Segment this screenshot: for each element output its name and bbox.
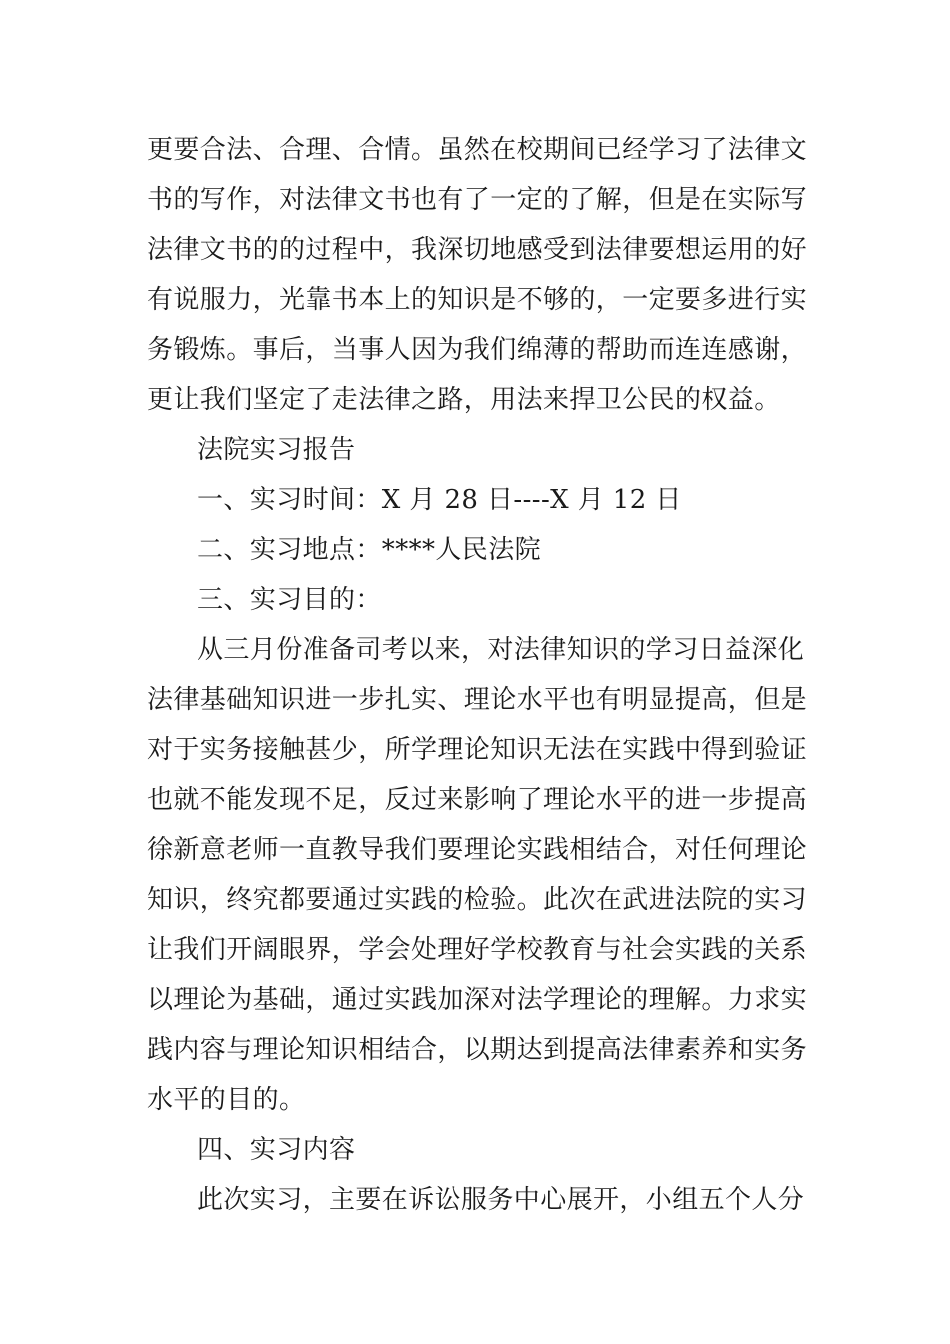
paragraph-line: 水平的目的。 — [147, 1085, 306, 1115]
paragraph-line: 以理论为基础，通过实践加深对法学理论的理解。力求实 — [147, 985, 808, 1015]
paragraph-line: 有说服力，光靠书本上的知识是不够的，一定要多进行实 — [147, 285, 808, 315]
paragraph-line: 法律基础知识进一步扎实、理论水平也有明显提高，但是 — [147, 685, 808, 715]
paragraph-line: 从三月份准备司考以来，对法律知识的学习日益深化 — [197, 635, 805, 665]
section-heading-content: 四、实习内容 — [197, 1135, 356, 1165]
paragraph-line: 务锻炼。事后，当事人因为我们绵薄的帮助而连连感谢， — [147, 335, 808, 365]
report-title: 法院实习报告 — [197, 435, 356, 465]
paragraph-line: 更让我们坚定了走法律之路，用法来捍卫公民的权益。 — [147, 385, 781, 415]
paragraph-line: 践内容与理论知识相结合，以期达到提高法律素养和实务 — [147, 1035, 808, 1065]
paragraph-line: 徐新意老师一直教导我们要理论实践相结合，对任何理论 — [147, 835, 808, 865]
internship-location: 二、实习地点：****人民法院 — [197, 535, 542, 565]
paragraph-line: 书的写作，对法律文书也有了一定的了解，但是在实际写 — [147, 185, 808, 215]
section-heading-purpose: 三、实习目的： — [197, 585, 382, 615]
paragraph-line: 此次实习，主要在诉讼服务中心展开，小组五个人分 — [197, 1185, 805, 1215]
paragraph-line: 对于实务接触甚少，所学理论知识无法在实践中得到验证 — [147, 735, 808, 765]
paragraph-line: 让我们开阔眼界，学会处理好学校教育与社会实践的关系 — [147, 935, 808, 965]
paragraph-line: 也就不能发现不足，反过来影响了理论水平的进一步提高 — [147, 785, 808, 815]
paragraph-line: 更要合法、合理、合情。虽然在校期间已经学习了法律文 — [147, 135, 808, 165]
paragraph-line: 法律文书的的过程中，我深切地感受到法律要想运用的好 — [147, 235, 808, 265]
internship-time: 一、实习时间：X 月 28 日----X 月 12 日 — [197, 485, 682, 515]
paragraph-line: 知识，终究都要通过实践的检验。此次在武进法院的实习 — [147, 885, 808, 915]
